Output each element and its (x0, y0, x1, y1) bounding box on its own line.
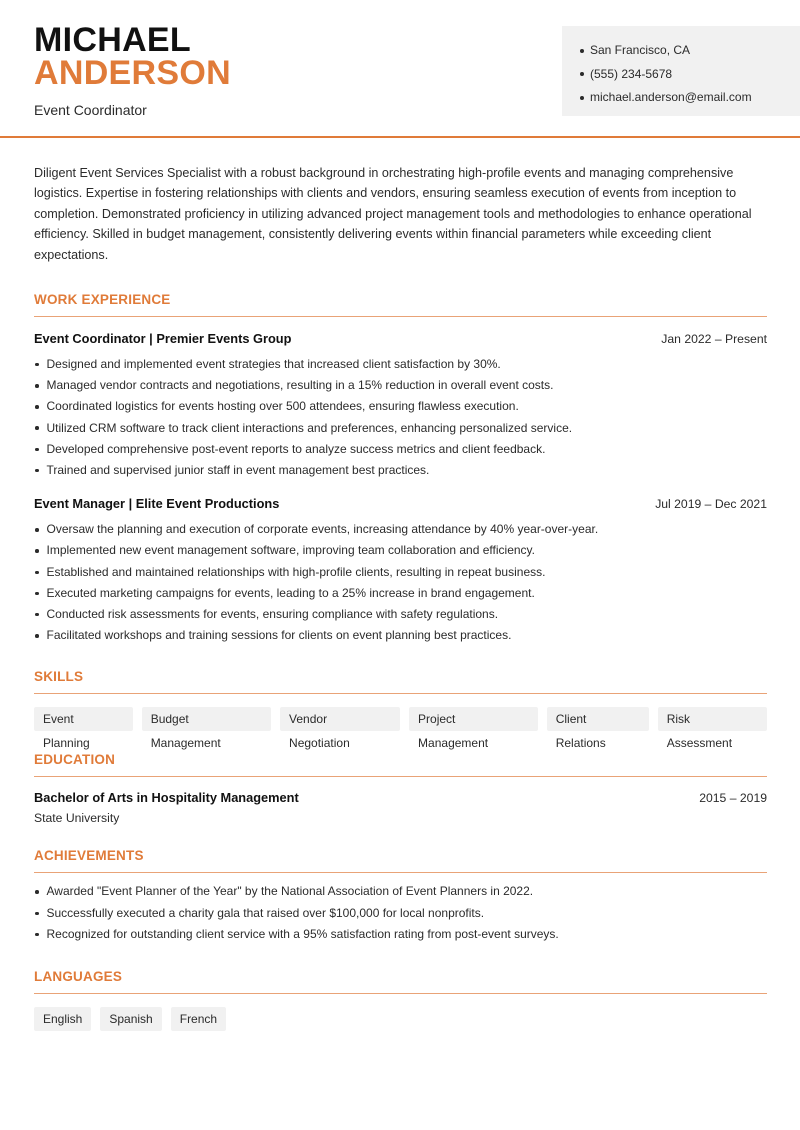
bullet-dot-icon (35, 363, 39, 367)
bullet-dot-icon (35, 469, 39, 473)
contact-phone (580, 63, 800, 87)
language-tags (34, 1007, 767, 1031)
contact-email (580, 86, 800, 110)
bullet-dot-icon (580, 49, 584, 53)
list-item-text: Implemented new event management software, improving team collaboration and efficiency. (46, 543, 535, 558)
bullet-dot-icon (35, 405, 39, 409)
list-item (34, 903, 767, 924)
bullet-dot-icon (35, 384, 39, 388)
language-tag: English (34, 1007, 91, 1031)
list-item-text: Awarded "Event Planner of the Year" by the National Association of Event Planners in 2022. (46, 884, 534, 899)
list-item (34, 439, 767, 460)
list-item-text: Managed vendor contracts and negotiations, resulting in a 15% reduction in overall event costs. (46, 378, 554, 393)
skill-tag: Client Relations (547, 707, 649, 731)
skill-tag: Project Management (409, 707, 538, 731)
skill-tag: Event Planning (34, 707, 133, 731)
section-title-skills: SKILLS (34, 669, 767, 694)
bullet-dot-icon (35, 634, 39, 638)
achievements-list (34, 881, 767, 945)
list-item (34, 396, 767, 417)
skill-tag: Vendor Negotiation (280, 707, 400, 731)
list-item-text: Developed comprehensive post-event reports to analyze success metrics and client feedback. (46, 441, 546, 456)
bullet-dot-icon (35, 912, 39, 916)
skill-tag: Risk Assessment (658, 707, 767, 731)
list-item-text: Executed marketing campaigns for events, leading to a 25% increase in brand engagement. (46, 585, 535, 600)
bullet-dot-icon (35, 592, 39, 596)
education-degree: Bachelor of Arts in Hospitality Management (34, 790, 299, 806)
list-item (34, 460, 767, 481)
education-date: 2015 – 2019 (699, 791, 767, 806)
bullet-dot-icon (35, 448, 39, 452)
contact-box (562, 26, 800, 116)
section-title-work: WORK EXPERIENCE (34, 292, 767, 317)
skill-tag: Budget Management (142, 707, 271, 731)
skills-tags (34, 707, 767, 751)
bullet-dot-icon (35, 571, 39, 575)
name-block (34, 21, 231, 118)
bullet-dot-icon (35, 528, 39, 532)
list-item (34, 540, 767, 561)
language-tag: French (171, 1007, 226, 1031)
education-school: State University (34, 811, 120, 826)
job-role: Event Manager | Elite Event Productions (34, 496, 280, 512)
list-item (34, 519, 767, 540)
list-item-text: Conducted risk assessments for events, ensuring compliance with safety regulations. (46, 607, 499, 622)
bullet-dot-icon (580, 96, 584, 100)
bullet-dot-icon (580, 72, 584, 76)
list-item (34, 583, 767, 604)
list-item-text: Utilized CRM software to track client interactions and preferences, enhancing personalized service. (46, 420, 573, 435)
list-item (34, 418, 767, 439)
summary: Diligent Event Services Specialist with a robust background in orchestrating high-profile events and managing comprehensive logistics. Expertise in fostering relationships with clients and vendors, ensuring seamless execution of events from inception to completion. Demonstrated proficiency in utilizing advanced project management tools and methodologies to enhance operational efficiency. Skilled in budget management, consistently delivering events within financial parameters while exceeding client expectations. (34, 166, 752, 262)
list-item (34, 881, 767, 902)
list-item-text: Recognized for outstanding client service with a 95% satisfaction rating from post-event surveys. (46, 926, 559, 941)
bullet-dot-icon (35, 933, 39, 937)
job-entry (34, 496, 767, 646)
contact-location (580, 39, 800, 63)
list-item (34, 924, 767, 945)
list-item (34, 375, 767, 396)
job-role: Event Coordinator | Premier Events Group (34, 331, 292, 347)
bullet-dot-icon (35, 426, 39, 430)
list-item (34, 625, 767, 646)
list-item (34, 604, 767, 625)
job-bullets (34, 519, 767, 646)
section-title-achievements: ACHIEVEMENTS (34, 848, 767, 873)
education-entry (34, 790, 767, 825)
job-title: Event Coordinator (34, 102, 147, 118)
contact-phone-text: (555) 234-5678 (590, 66, 673, 81)
section-title-education: EDUCATION (34, 752, 767, 777)
list-item-text: Trained and supervised junior staff in event management best practices. (46, 463, 430, 478)
job-bullets (34, 354, 767, 481)
bullet-dot-icon (35, 890, 39, 894)
resume-content (34, 163, 767, 1031)
job-date: Jan 2022 – Present (661, 332, 767, 347)
job-date: Jul 2019 – Dec 2021 (655, 497, 767, 512)
bullet-dot-icon (35, 549, 39, 553)
list-item-text: Coordinated logistics for events hosting over 500 attendees, ensuring flawless execution. (46, 399, 519, 414)
job-entry (34, 331, 767, 481)
list-item (34, 354, 767, 375)
resume-header (0, 0, 800, 138)
list-item-text: Successfully executed a charity gala that raised over $100,000 for local nonprofits. (46, 905, 485, 920)
first-name: MICHAEL (34, 21, 191, 59)
language-tag: Spanish (100, 1007, 161, 1031)
list-item-text: Facilitated workshops and training sessions for clients on event planning best practices. (46, 628, 512, 643)
list-item (34, 562, 767, 583)
section-title-languages: LANGUAGES (34, 969, 767, 994)
last-name: ANDERSON (34, 54, 231, 92)
contact-location-text: San Francisco, CA (590, 43, 691, 57)
contact-email-text: michael.anderson@email.com (590, 90, 752, 104)
bullet-dot-icon (35, 613, 39, 617)
list-item-text: Oversaw the planning and execution of corporate events, increasing attendance by 40% year-over-year. (46, 522, 599, 537)
list-item-text: Established and maintained relationships with high-profile clients, resulting in repeat business. (46, 564, 546, 579)
list-item-text: Designed and implemented event strategies that increased client satisfaction by 30%. (46, 357, 501, 372)
